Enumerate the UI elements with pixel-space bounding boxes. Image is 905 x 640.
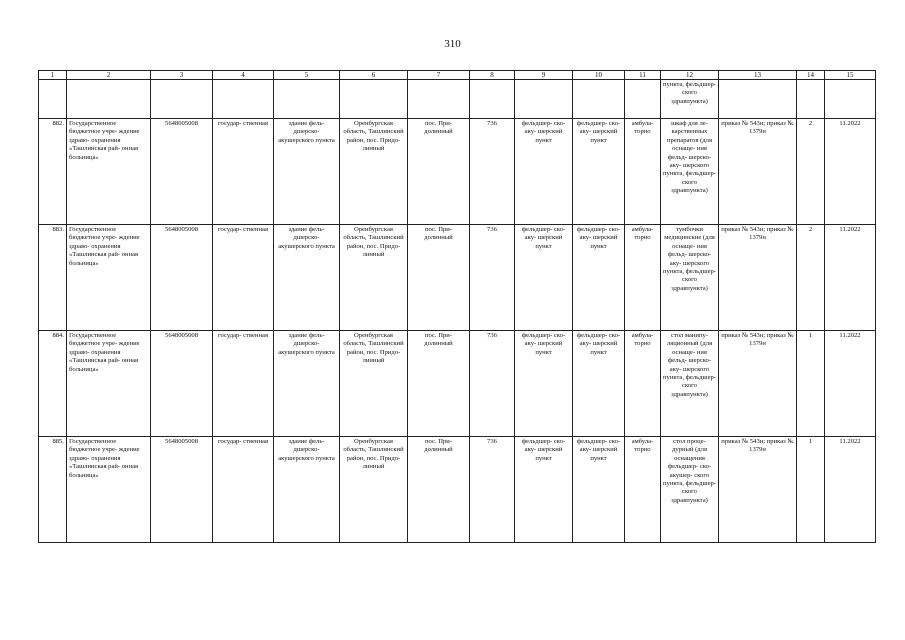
address-cell: Оренбургская область, Ташлинский район, пос. Придо- линный bbox=[340, 331, 408, 437]
code-cell: 736 bbox=[470, 437, 515, 543]
building-cell: здание фель- дшерско- акушерского пункта bbox=[274, 225, 340, 331]
building-cell: здание фель- дшерско- акушерского пункта bbox=[274, 437, 340, 543]
quantity-cell: 2 bbox=[797, 225, 825, 331]
care-form-cell: амбула- торно bbox=[625, 331, 661, 437]
facility-type-2-cell: фельдшер- ско-аку- шерский пункт bbox=[573, 437, 625, 543]
inn-cell: 5648005008 bbox=[151, 437, 213, 543]
order-cell: приказ № 543н; приказ № 1379н bbox=[719, 119, 797, 225]
facility-type-cell: фельдшер- ско-аку- шерский пункт bbox=[515, 331, 573, 437]
continuation-row bbox=[39, 80, 876, 119]
locality-cell: пос. При- долинный bbox=[408, 437, 470, 543]
header-cell: 12 bbox=[661, 71, 719, 80]
care-form-cell: амбула- торно bbox=[625, 119, 661, 225]
facility-type-cell: фельдшер- ско-аку- шерский пункт bbox=[515, 225, 573, 331]
inn-cell: 5648005008 bbox=[151, 119, 213, 225]
code-cell: 736 bbox=[470, 119, 515, 225]
code-cell: 736 bbox=[470, 225, 515, 331]
date-cell: 11.2022 bbox=[825, 225, 876, 331]
organization-cell: Государственное бюджетное учре- ждение здраво- охранения «Ташлинская рай- онная больница» bbox=[67, 437, 151, 543]
header-cell: 13 bbox=[719, 71, 797, 80]
header-cell: 5 bbox=[274, 71, 340, 80]
equipment-cell: пункта, фельдшер- ского здравпункта) bbox=[661, 80, 719, 119]
header-cell: 15 bbox=[825, 71, 876, 80]
row-number-cell: 884. bbox=[39, 331, 67, 437]
facility-type-2-cell: фельдшер- ско-аку- шерский пункт bbox=[573, 119, 625, 225]
header-cell: 10 bbox=[573, 71, 625, 80]
header-cell: 4 bbox=[213, 71, 274, 80]
header-cell: 2 bbox=[67, 71, 151, 80]
address-cell: Оренбургская область, Ташлинский район, пос. Придо- линный bbox=[340, 225, 408, 331]
facility-type-cell: фельдшер- ско-аку- шерский пункт bbox=[515, 119, 573, 225]
header-cell: 6 bbox=[340, 71, 408, 80]
organization-cell: Государственное бюджетное учре- ждение здраво- охранения «Ташлинская рай- онная больница» bbox=[67, 331, 151, 437]
ownership-cell: государ- ственная bbox=[213, 119, 274, 225]
date-cell: 11.2022 bbox=[825, 331, 876, 437]
row-number-cell: 883. bbox=[39, 225, 67, 331]
table-row bbox=[39, 119, 876, 225]
code-cell: 736 bbox=[470, 331, 515, 437]
ownership-cell: государ- ственная bbox=[213, 225, 274, 331]
address-cell: Оренбургская область, Ташлинский район, пос. Придо- линный bbox=[340, 437, 408, 543]
row-number-cell: 885. bbox=[39, 437, 67, 543]
building-cell: здание фель- дшерско- акушерского пункта bbox=[274, 119, 340, 225]
ownership-cell: государ- ственная bbox=[213, 331, 274, 437]
facility-type-cell: фельдшер- ско-аку- шерский пункт bbox=[515, 437, 573, 543]
inn-cell: 5648005008 bbox=[151, 225, 213, 331]
header-cell: 14 bbox=[797, 71, 825, 80]
table-row bbox=[39, 331, 876, 437]
quantity-cell: 1 bbox=[797, 437, 825, 543]
facility-type-2-cell: фельдшер- ско-аку- шерский пункт bbox=[573, 331, 625, 437]
organization-cell: Государственное бюджетное учре- ждение здраво- охранения «Ташлинская рай- онная больница» bbox=[67, 119, 151, 225]
equipment-cell: шкаф для ле- карственных препаратов (для оснаще- ния фельд- шерско-аку- шерского пункта, фельдшер- ского здравпункта) bbox=[661, 119, 719, 225]
header-cell: 9 bbox=[515, 71, 573, 80]
header-cell: 3 bbox=[151, 71, 213, 80]
care-form-cell: амбула- торно bbox=[625, 225, 661, 331]
facility-type-2-cell: фельдшер- ско-аку- шерский пункт bbox=[573, 225, 625, 331]
locality-cell: пос. При- долинный bbox=[408, 331, 470, 437]
quantity-cell: 2 bbox=[797, 119, 825, 225]
equipment-cell: стол манипу- ляционный (для оснаще- ния фельд- шерско-аку- шерского пункта, фельдшер- ского здравпункта) bbox=[661, 331, 719, 437]
table-row bbox=[39, 225, 876, 331]
ownership-cell: государ- ственная bbox=[213, 437, 274, 543]
address-cell: Оренбургская область, Ташлинский район, пос. Придо- линный bbox=[340, 119, 408, 225]
registry-table bbox=[38, 70, 876, 543]
equipment-cell: тумбочки медицинские (для оснаще- ния фельд- шерско-аку- шерского пункта, фельдшер- ского здравпункта) bbox=[661, 225, 719, 331]
row-number-cell: 882. bbox=[39, 119, 67, 225]
quantity-cell: 1 bbox=[797, 331, 825, 437]
date-cell: 11.2022 bbox=[825, 437, 876, 543]
header-cell: 7 bbox=[408, 71, 470, 80]
inn-cell: 5648005008 bbox=[151, 331, 213, 437]
header-cell: 11 bbox=[625, 71, 661, 80]
order-cell: приказ № 543н; приказ № 1379н bbox=[719, 437, 797, 543]
page-number: 310 bbox=[444, 38, 461, 50]
locality-cell: пос. При- долинный bbox=[408, 225, 470, 331]
order-cell: приказ № 543н; приказ № 1379н bbox=[719, 225, 797, 331]
order-cell: приказ № 543н; приказ № 1379н bbox=[719, 331, 797, 437]
date-cell: 11.2022 bbox=[825, 119, 876, 225]
building-cell: здание фель- дшерско- акушерского пункта bbox=[274, 331, 340, 437]
equipment-cell: стол проце- дурный (для оснащения фельдшер- ско-акушер- ского пункта, фельдшер- ского здравпункта) bbox=[661, 437, 719, 543]
care-form-cell: амбула- торно bbox=[625, 437, 661, 543]
organization-cell: Государственное бюджетное учре- ждение здраво- охранения «Ташлинская рай- онная больница» bbox=[67, 225, 151, 331]
header-cell: 8 bbox=[470, 71, 515, 80]
header-row bbox=[39, 71, 876, 80]
locality-cell: пос. При- долинный bbox=[408, 119, 470, 225]
header-cell: 1 bbox=[39, 71, 67, 80]
table-row bbox=[39, 437, 876, 543]
